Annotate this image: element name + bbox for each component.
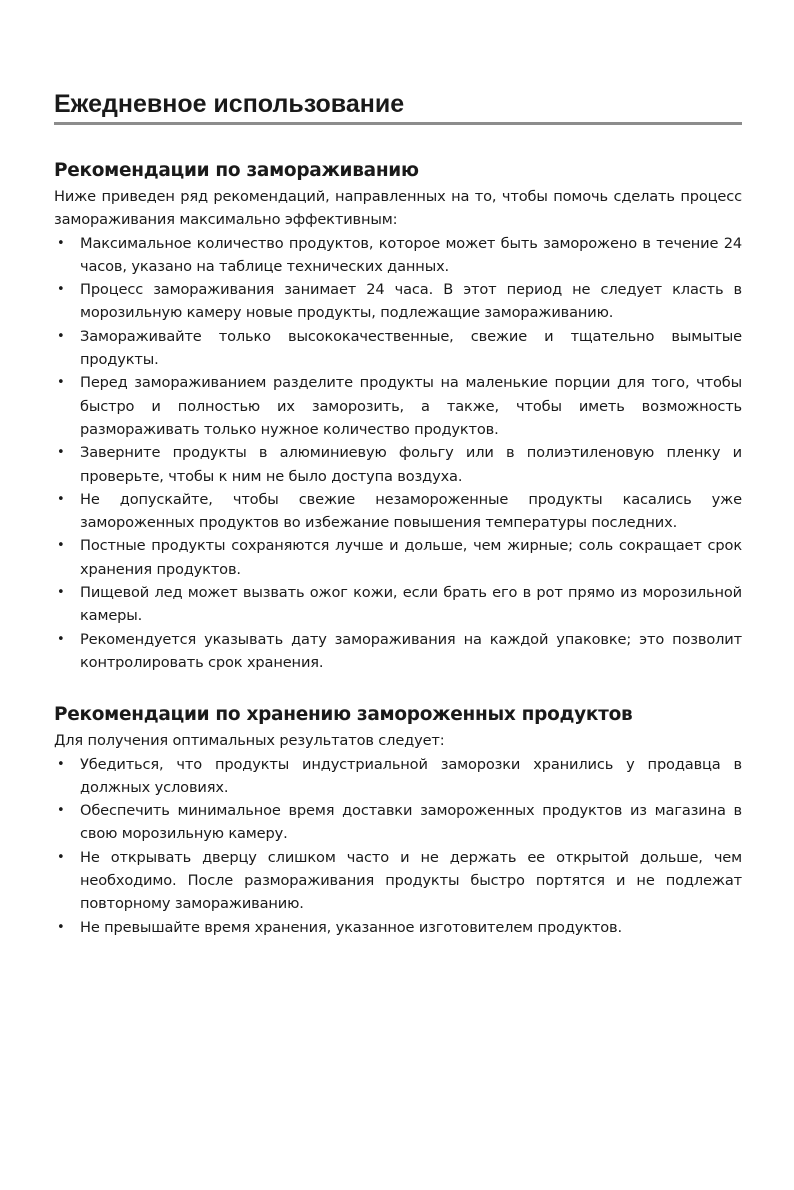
list-item [54,581,742,628]
list-item [54,628,742,675]
bullet-icon: • [57,282,65,298]
list-item [54,232,742,279]
list-item-text: Процесс замораживания занимает 24 часа. В этот период не следует класть в морозильную камеру новые продукты, подлежащие замораживанию. [80,281,742,322]
list-item [54,916,742,939]
bullet-icon: • [57,445,65,461]
section-intro: Ниже приведен ряд рекомендаций, направленных на то, чтобы помочь сделать процесс замораживания максимально эффективным: [54,188,742,229]
bullet-icon: • [57,538,65,554]
list-item-text: Заверните продукты в алюминиевую фольгу или в полиэтиленовую пленку и проверьте, чтобы к ним не было доступа воздуха. [80,444,742,485]
list-item-text: Не допускайте, чтобы свежие незамороженные продукты касались уже замороженных продуктов во избежание повышения температуры последних. [80,490,742,532]
list-item-text: Постные продукты сохраняются лучше и дольше, чем жирные; соль сокращает срок хранения продуктов. [80,537,742,578]
list-item [54,325,742,372]
bullet-icon: • [57,375,65,391]
page-title: Ежедневное использование [54,90,405,118]
document-page [54,88,742,939]
bullet-icon: • [57,585,65,601]
list-item-text: Замораживайте только высококачественные, свежие и тщательно вымытые продукты. [80,327,742,369]
list-item [54,278,742,325]
list-item-text: Не открывать дверцу слишком часто и не держать ее открытой дольше, чем необходимо. После размораживания продукты быстро портятся и не подлежат повторному замораживанию. [80,848,742,913]
title-divider [54,122,742,125]
list-item [54,534,742,581]
list-item-text: Перед замораживанием разделите продукты на маленькие порции для того, чтобы быстро и полностью их заморозить, а также, чтобы иметь возможность размораживать только нужное количество продуктов. [80,374,742,438]
section-heading: Рекомендации по замораживанию [54,160,419,181]
list-item [54,488,742,535]
bullet-icon: • [57,491,65,507]
section-intro: Для получения оптимальных результатов следует: [54,732,445,750]
bullet-icon: • [57,235,65,251]
bullet-icon: • [57,919,65,935]
section-heading: Рекомендации по хранению замороженных продуктов [54,704,633,726]
freezing-recommendations-section [54,159,742,674]
bullet-icon: • [57,631,65,647]
list-item-text: Максимальное количество продуктов, которое может быть заморожено в течение 24 часов, указано на таблице технических данных. [80,234,742,275]
bullet-icon: • [57,803,65,819]
list-item-text: Не превышайте время хранения, указанное изготовителем продуктов. [80,918,622,936]
list-item [54,846,742,916]
bullet-icon: • [57,328,65,344]
list-item-text: Рекомендуется указывать дату замораживания на каждой упаковке; это позволит контролировать срок хранения. [80,630,742,671]
list-item [54,371,742,441]
list-item-text: Убедиться, что продукты индустриальной заморозки хранились у продавца в должных условиях. [80,755,742,796]
bullet-icon: • [57,849,65,865]
frozen-storage-recommendations-section [54,703,742,939]
list-item [54,441,742,488]
bullet-list [54,232,742,675]
list-item-text: Пищевой лед может вызвать ожог кожи, если брать его в рот прямо из морозильной камеры. [80,584,742,625]
bullet-icon: • [57,756,65,772]
list-item-text: Обеспечить минимальное время доставки замороженных продуктов из магазина в свою морозильную камеру. [80,802,742,843]
bullet-list [54,753,742,939]
list-item [54,799,742,846]
list-item [54,753,742,800]
